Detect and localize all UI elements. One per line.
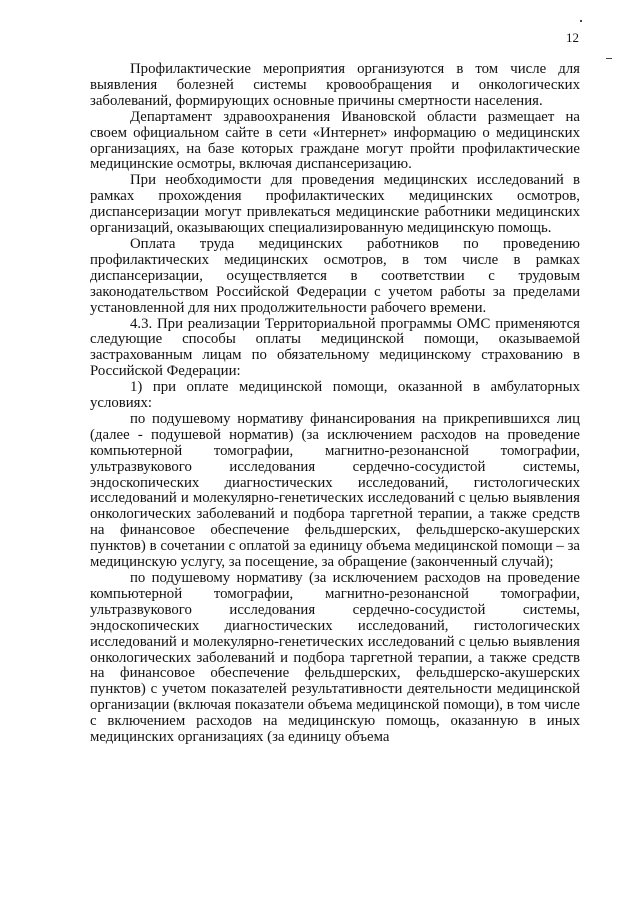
paragraph-section-4-3: 4.3. При реализации Территориальной программы ОМС применяются следующие способы оплаты медицинской помощи, оказываемой застрахованным лицам по обязательному медицинскому страхованию в Российской Федерации:	[90, 315, 580, 380]
paragraph-department-website: Департамент здравоохранения Ивановской области размещает на своем официальном сайте в сети «Интернет» информацию о медицинских организациях, на базе которых граждане могут пройти профилактические медицинские осмотры, включая диспансеризацию.	[90, 108, 580, 173]
scan-mark	[580, 20, 582, 22]
scan-mark	[606, 58, 612, 59]
paragraph-specialist-involvement: При необходимости для проведения медицинских исследований в рамках прохождения профилактических медицинских осмотров, диспансеризации могут привлекаться медицинские работники медицинских организаций, оказывающих специализированную медицинскую помощь.	[90, 172, 580, 237]
document-body	[90, 62, 580, 746]
paragraph-labor-payment: Оплата труда медицинских работников по проведению профилактических медицинских осмотров, в том числе в рамках диспансеризации, осуществляется в соответствии с трудовым законодательством Российской Федерации с учетом работы за пределами установленной для них продолжительности рабочего времени.	[90, 235, 580, 316]
paragraph-item-1-outpatient: 1) при оплате медицинской помощи, оказанной в амбулаторных условиях:	[90, 379, 580, 412]
page-number: 12	[566, 30, 579, 45]
paragraph-per-capita-combined: по подушевому нормативу финансирования на прикрепившихся лиц (далее - подушевой норматив) (за исключением расходов на проведение компьютерной томографии, магнитно-резонансной томографии, ультразвукового исследования сердечно-сосудистой системы, эндоскопических диагностических исследований, гистологических исследований и молекулярно-генетических исследований с целью выявления онкологических заболеваний и подбора таргетной терапии, а также средств на финансовое обеспечение фельдшерских, фельдшерско-акушерских пунктов) в сочетании с оплатой за единицу объема медицинской помощи – за медицинскую услугу, за посещение, за обращение (законченный случай);	[90, 410, 580, 571]
paragraph-per-capita-performance: по подушевому нормативу (за исключением расходов на проведение компьютерной томографии, магнитно-резонансной томографии, ультразвукового исследования сердечно-сосудистой системы, эндоскопических диагностических исследований, гистологических исследований и молекулярно-генетических исследований с целью выявления онкологических заболеваний и подбора таргетной терапии, а также средств на финансовое обеспечение фельдшерских, фельдшерско-акушерских пунктов) с учетом показателей результативности деятельности медицинской организации (включая показатели объема медицинской помощи), в том числе с включением расходов на медицинскую помощь, оказанную в иных медицинских организациях (за единицу объема	[90, 570, 580, 746]
paragraph-preventive-measures: Профилактические мероприятия организуются в том числе для выявления болезней системы кровообращения и онкологических заболеваний, формирующих основные причины смертности населения.	[90, 61, 580, 109]
